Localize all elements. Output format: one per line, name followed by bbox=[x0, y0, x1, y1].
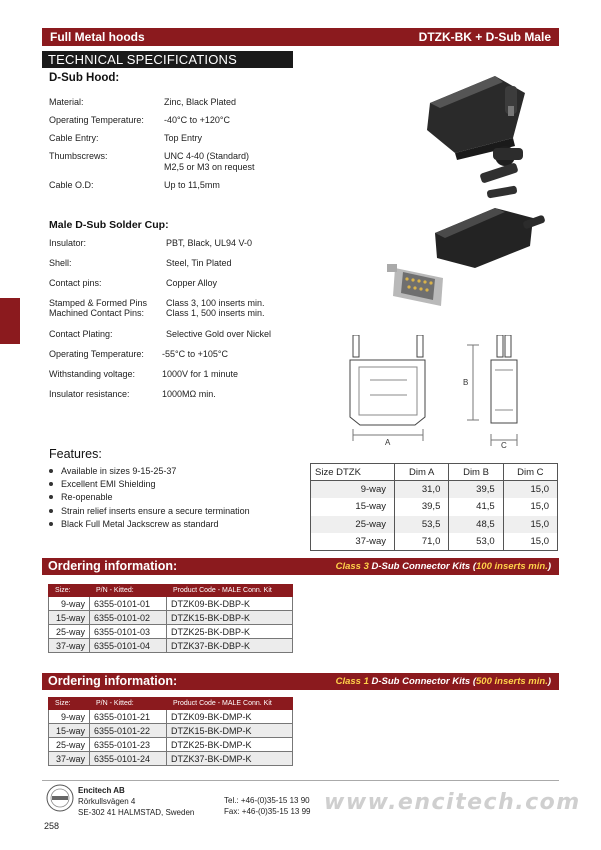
hood-section-title: D-Sub Hood: bbox=[49, 72, 120, 84]
feature-text: Excellent EMI Shielding bbox=[61, 479, 156, 489]
table-row bbox=[311, 533, 558, 551]
feature-item bbox=[49, 519, 219, 529]
table-cell: 15-way bbox=[49, 611, 90, 625]
table-header-row bbox=[49, 698, 293, 710]
ordering-subtitle bbox=[336, 676, 551, 687]
ordering-table-class1 bbox=[48, 697, 293, 766]
table-row bbox=[49, 611, 293, 625]
table-header: Dim C bbox=[503, 464, 557, 481]
table-row bbox=[311, 481, 558, 499]
table-cell: 6355-0101-02 bbox=[90, 611, 167, 625]
spec-value: Top Entry bbox=[164, 133, 203, 143]
spec-label: Operating Temperature: bbox=[49, 115, 144, 125]
table-cell: 6355-0101-01 bbox=[90, 597, 167, 611]
subtitle-text: D-Sub Connector Kits ( bbox=[368, 561, 477, 572]
table-cell: DTZK15-BK-DMP-K bbox=[167, 724, 293, 738]
table-cell: DTZK25-BK-DMP-K bbox=[167, 738, 293, 752]
table-header: P/N - Kitted: bbox=[90, 585, 167, 597]
feature-item bbox=[49, 492, 113, 502]
table-cell: 37-way bbox=[311, 533, 395, 551]
table-cell: 25-way bbox=[49, 738, 90, 752]
table-cell: DTZK25-BK-DBP-K bbox=[167, 625, 293, 639]
spec-label: Shell: bbox=[49, 258, 72, 268]
table-header: Product Code - MALE Conn. Kit bbox=[167, 698, 293, 710]
table-cell: 15,0 bbox=[503, 533, 557, 551]
feature-text: Strain relief inserts ensure a secure termination bbox=[61, 506, 250, 516]
solder-section-title: Male D-Sub Solder Cup: bbox=[49, 219, 169, 231]
table-cell: 6355-0101-22 bbox=[90, 724, 167, 738]
table-cell: 53,5 bbox=[395, 516, 449, 534]
ordering-title: Ordering information: bbox=[48, 674, 178, 688]
spec-value: Up to 11,5mm bbox=[164, 180, 220, 190]
table-cell: 6355-0101-24 bbox=[90, 752, 167, 766]
table-row bbox=[49, 710, 293, 724]
table-cell: DTZK15-BK-DBP-K bbox=[167, 611, 293, 625]
inserts-highlight: 100 inserts min. bbox=[476, 561, 548, 572]
spec-label: Cable Entry: bbox=[49, 133, 99, 143]
company-street: Rörkullsvägen 4 bbox=[78, 797, 136, 806]
subtitle-text: D-Sub Connector Kits ( bbox=[368, 676, 477, 687]
spec-label: Machined Contact Pins: bbox=[49, 308, 145, 318]
table-header-row bbox=[311, 464, 558, 481]
table-cell: 37-way bbox=[49, 639, 90, 653]
bullet-icon bbox=[49, 482, 53, 486]
feature-text: Available in sizes 9-15-25-37 bbox=[61, 466, 177, 476]
table-cell: 9-way bbox=[49, 710, 90, 724]
class-highlight: Class 1 bbox=[335, 676, 369, 687]
feature-text: Black Full Metal Jackscrew as standard bbox=[61, 519, 219, 529]
spec-value: 1000V for 1 minute bbox=[162, 369, 239, 379]
table-cell: DTZK37-BK-DMP-K bbox=[167, 752, 293, 766]
table-cell: 6355-0101-03 bbox=[90, 625, 167, 639]
feature-item bbox=[49, 506, 250, 516]
table-row bbox=[49, 597, 293, 611]
inserts-highlight: 500 inserts min. bbox=[476, 676, 548, 687]
spec-label: Thumbscrews: bbox=[49, 151, 108, 161]
company-city: SE-302 41 HALMSTAD, Sweden bbox=[78, 808, 195, 817]
company-tel: Tel.: +46-(0)35-15 13 90 bbox=[224, 796, 310, 805]
spec-value: UNC 4-40 (Standard) bbox=[164, 151, 250, 161]
table-cell: 39,5 bbox=[449, 481, 503, 499]
tech-spec-bar bbox=[42, 51, 293, 68]
ordering-bar-class3 bbox=[42, 558, 559, 575]
side-tab-marker bbox=[0, 298, 20, 344]
product-title: DTZK-BK + D-Sub Male bbox=[418, 30, 551, 44]
spec-value: Zinc, Black Plated bbox=[164, 97, 237, 107]
company-seal-icon bbox=[46, 784, 74, 812]
feature-item bbox=[49, 479, 156, 489]
table-cell: DTZK37-BK-DBP-K bbox=[167, 639, 293, 653]
table-cell: 39,5 bbox=[395, 498, 449, 516]
table-row bbox=[49, 752, 293, 766]
company-contact bbox=[224, 795, 311, 817]
spec-value: M2,5 or M3 on request bbox=[164, 162, 255, 172]
ordering-title: Ordering information: bbox=[48, 559, 178, 573]
table-row bbox=[49, 724, 293, 738]
table-cell: 71,0 bbox=[395, 533, 449, 551]
spec-label: Contact Plating: bbox=[49, 329, 113, 339]
spec-value: 1000MΩ min. bbox=[162, 389, 216, 399]
table-cell: 15-way bbox=[49, 724, 90, 738]
table-cell: DTZK09-BK-DMP-K bbox=[167, 710, 293, 724]
table-cell: 9-way bbox=[311, 481, 395, 499]
table-cell: 15,0 bbox=[503, 516, 557, 534]
table-header: Size DTZK bbox=[311, 464, 395, 481]
page-number: 258 bbox=[44, 821, 60, 831]
table-header: Product Code - MALE Conn. Kit bbox=[167, 585, 293, 597]
spec-value: Class 3, 100 inserts min. bbox=[166, 298, 265, 308]
table-row bbox=[49, 639, 293, 653]
table-header: Dim B bbox=[449, 464, 503, 481]
category-title: Full Metal hoods bbox=[50, 30, 145, 44]
spec-value: -55°C to +105°C bbox=[162, 349, 228, 359]
company-name: Encitech AB bbox=[78, 786, 125, 795]
dimension-table bbox=[310, 463, 558, 551]
website-link[interactable]: www.encitech.com bbox=[324, 790, 581, 815]
table-cell: 6355-0101-21 bbox=[90, 710, 167, 724]
features-title: Features: bbox=[49, 447, 102, 461]
ordering-table-class3 bbox=[48, 584, 293, 653]
header-bar bbox=[42, 28, 559, 46]
spec-label: Withstanding voltage: bbox=[49, 369, 136, 379]
table-cell: 15,0 bbox=[503, 498, 557, 516]
spec-label: Stamped & Formed Pins bbox=[49, 298, 148, 308]
subtitle-text: ) bbox=[547, 561, 551, 572]
spec-value: Copper Alloy bbox=[166, 278, 218, 288]
spec-label: Insulator resistance: bbox=[49, 389, 130, 399]
ordering-subtitle bbox=[336, 561, 551, 572]
subtitle-text: ) bbox=[547, 676, 551, 687]
table-cell: 48,5 bbox=[449, 516, 503, 534]
bullet-icon bbox=[49, 509, 53, 513]
table-cell: 37-way bbox=[49, 752, 90, 766]
bullet-icon bbox=[49, 522, 53, 526]
feature-text: Re-openable bbox=[61, 492, 113, 502]
spec-label: Cable O.D: bbox=[49, 180, 94, 190]
table-cell: 41,5 bbox=[449, 498, 503, 516]
dim-c-label: C bbox=[501, 441, 507, 450]
table-cell: 31,0 bbox=[395, 481, 449, 499]
table-cell: 6355-0101-23 bbox=[90, 738, 167, 752]
spec-value: PBT, Black, UL94 V-0 bbox=[166, 238, 253, 248]
table-row bbox=[49, 738, 293, 752]
dimension-drawing bbox=[345, 335, 555, 450]
table-cell: 6355-0101-04 bbox=[90, 639, 167, 653]
table-header: Dim A bbox=[395, 464, 449, 481]
spec-value: -40°C to +120°C bbox=[164, 115, 230, 125]
tech-spec-title: TECHNICAL SPECIFICATIONS bbox=[48, 52, 237, 67]
table-cell: 25-way bbox=[49, 625, 90, 639]
bullet-icon bbox=[49, 495, 53, 499]
table-cell: 53,0 bbox=[449, 533, 503, 551]
table-cell: 25-way bbox=[311, 516, 395, 534]
table-cell: 15,0 bbox=[503, 481, 557, 499]
table-row bbox=[311, 516, 558, 534]
table-cell: 9-way bbox=[49, 597, 90, 611]
spec-label: Contact pins: bbox=[49, 278, 102, 288]
dim-a-label: A bbox=[385, 438, 391, 447]
product-photo bbox=[385, 68, 555, 323]
footer-divider bbox=[42, 780, 559, 781]
table-header: Size: bbox=[49, 698, 90, 710]
spec-label: Operating Temperature: bbox=[49, 349, 144, 359]
spec-value: Selective Gold over Nickel bbox=[166, 329, 272, 339]
dim-b-label: B bbox=[463, 378, 469, 387]
table-header: P/N - Kitted: bbox=[90, 698, 167, 710]
company-fax: Fax: +46-(0)35-15 13 99 bbox=[224, 807, 311, 816]
table-row bbox=[49, 625, 293, 639]
spec-label: Insulator: bbox=[49, 238, 87, 248]
table-cell: DTZK09-BK-DBP-K bbox=[167, 597, 293, 611]
company-address bbox=[78, 785, 194, 818]
spec-label: Material: bbox=[49, 97, 84, 107]
table-cell: 15-way bbox=[311, 498, 395, 516]
spec-value: Steel, Tin Plated bbox=[166, 258, 232, 268]
class-highlight: Class 3 bbox=[335, 561, 369, 572]
table-header-row bbox=[49, 585, 293, 597]
table-row bbox=[311, 498, 558, 516]
bullet-icon bbox=[49, 469, 53, 473]
feature-item bbox=[49, 466, 176, 476]
table-header: Size: bbox=[49, 585, 90, 597]
spec-value: Class 1, 500 inserts min. bbox=[166, 308, 265, 318]
ordering-bar-class1 bbox=[42, 673, 559, 690]
